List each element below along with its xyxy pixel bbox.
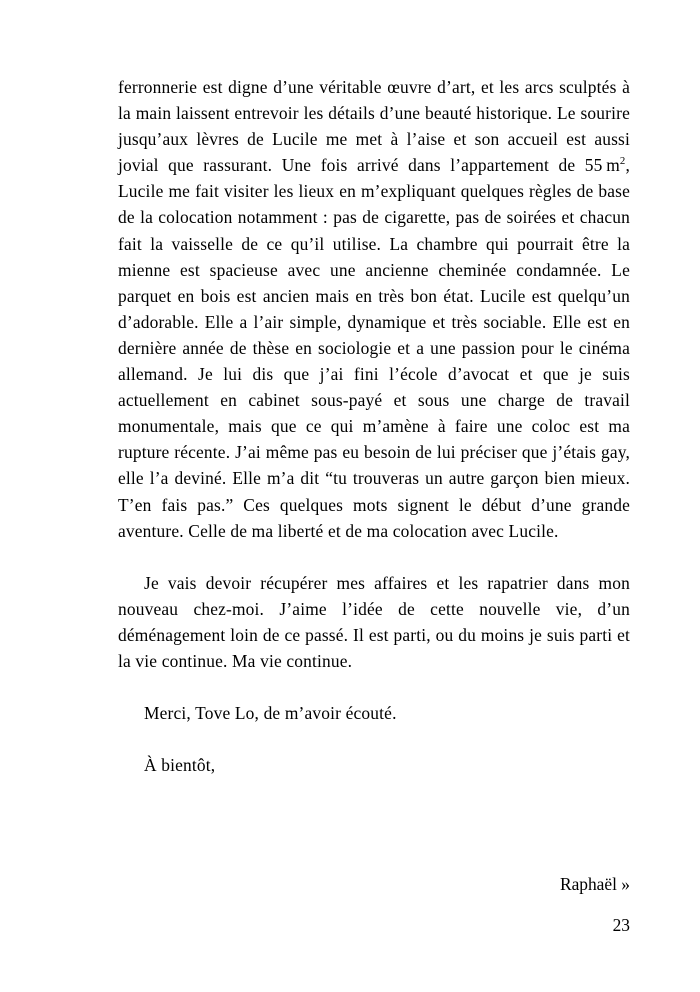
paragraph-1-text-part-a: ferronnerie est digne d’une véritable œuvre d’art, et les arcs sculptés à la main laissent entrevoir les détails d’une beauté historique. Le sourire jusqu’aux lèvres de Lucile me met à l’aise et son accueil est aussi jovial que rassurant. Une fois arrivé dans l’appartement de 55 m: [118, 77, 630, 176]
page-number: 23: [612, 915, 630, 935]
body-paragraph-3-thanks: Merci, Tove Lo, de m’avoir écouté.: [144, 703, 397, 724]
body-paragraph-2: Je vais devoir récupérer mes affaires et les rapatrier dans mon nouveau chez-moi. J’aime l’idée de cette nouvelle vie, d’un déménagement loin de ce passé. Il est parti, ou du moins je suis parti et la vie continue. Ma vie continue.: [118, 572, 630, 672]
paragraph-1-text-part-b: , Lucile me fait visiter les lieux en m’expliquant quelques règles de base de la colocation notamment : pas de cigarette, pas de soirées et chacun fait la vaisselle de ce qu’il utilise. La chambre qui pourrait être la mienne est spacieuse avec une ancienne cheminée condamnée. Le parquet en bois est ancien mais en très bon état. Lucile est quelqu’un d’adorable. Elle a l’air simple, dynamique et très sociable. Elle est en dernière année de thèse en sociologie et a une passion pour le cinéma allemand. Je lui dis que j’ai fini l’école d’avocat et que je suis actuellement en cabinet sous-payé et sous une charge de travail monumentale, mais que ce qui m’amène à faire une coloc est ma rupture récente. J’ai même pas eu besoin de lui préciser que j’étais gay, elle l’a deviné. Elle m’a dit “tu trouveras un autre garçon bien mieux. T’en fais pas.” Ces quelques mots signent le début d’une grande aventure. Celle de ma liberté et de ma colocation avec Lucile.: [118, 155, 630, 541]
letter-signature: Raphaël »: [559, 874, 630, 894]
body-paragraph-4-closing: À bientôt,: [144, 755, 216, 776]
body-paragraph-1: [118, 74, 630, 544]
page-text-block: [118, 74, 630, 779]
square-meters-superscript: 2: [619, 155, 626, 168]
